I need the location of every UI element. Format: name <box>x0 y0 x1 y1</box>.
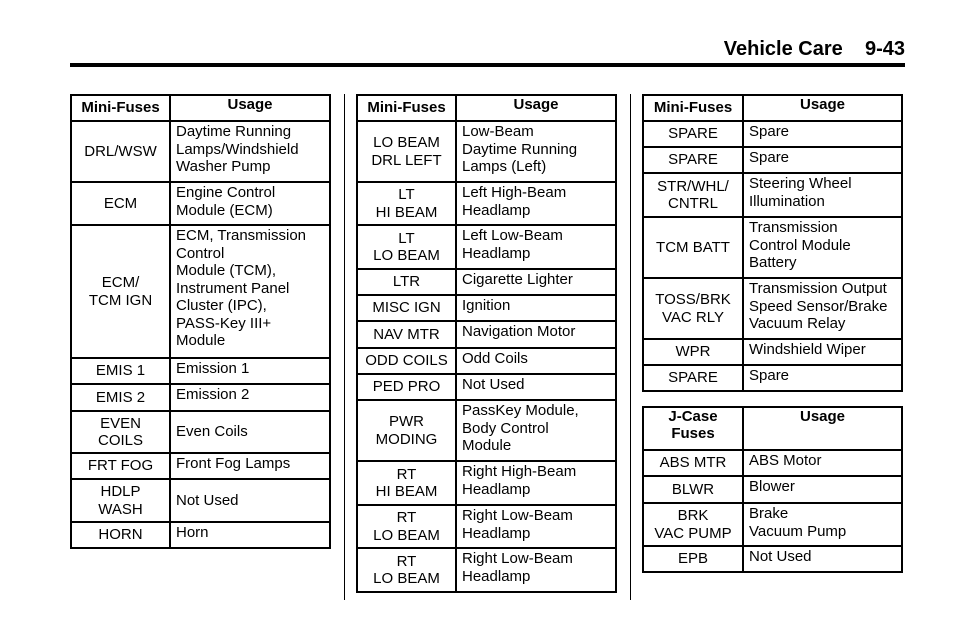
table-row <box>357 225 616 269</box>
fuse-usage: Even Coils <box>170 411 330 453</box>
fuse-name: ODD COILS <box>357 348 456 374</box>
table-row <box>643 339 902 365</box>
fuse-name: SPARE <box>643 121 743 147</box>
fuse-name: BRK VAC PUMP <box>643 503 743 546</box>
table-row <box>643 217 902 278</box>
fuse-name: EPB <box>643 546 743 572</box>
fuse-usage: ABS Motor <box>743 450 902 476</box>
table-row <box>71 411 330 453</box>
table-header-row <box>71 95 330 121</box>
table-row <box>643 476 902 503</box>
j-case-fuse-table <box>642 406 903 573</box>
fuse-name: LO BEAM DRL LEFT <box>357 121 456 182</box>
mini-fuse-table-3 <box>642 94 903 392</box>
fuse-usage: Odd Coils <box>456 348 616 374</box>
fuse-name: RT LO BEAM <box>357 505 456 548</box>
table-row <box>357 461 616 505</box>
table-row <box>357 321 616 348</box>
fuse-usage: Right High-Beam Headlamp <box>456 461 616 505</box>
fuse-usage: Brake Vacuum Pump <box>743 503 902 546</box>
fuse-name: ABS MTR <box>643 450 743 476</box>
fuse-name: RT HI BEAM <box>357 461 456 505</box>
table-row <box>357 121 616 182</box>
fuse-name: MISC IGN <box>357 295 456 321</box>
page-header-title <box>600 38 905 61</box>
fuse-name: FRT FOG <box>71 453 170 479</box>
fuse-usage: Transmission Output Speed Sensor/Brake Vacuum Relay <box>743 278 902 339</box>
table-row <box>643 147 902 173</box>
table-row <box>643 365 902 391</box>
fuse-usage: Emission 2 <box>170 384 330 411</box>
fuse-usage: PassKey Module, Body Control Module <box>456 400 616 461</box>
fuse-usage: Cigarette Lighter <box>456 269 616 295</box>
table-row <box>357 269 616 295</box>
table-row <box>71 225 330 358</box>
fuse-usage: Steering Wheel Illumination <box>743 173 902 217</box>
fuse-name: EVEN COILS <box>71 411 170 453</box>
section-title: Vehicle Care <box>723 38 843 60</box>
fuse-name: RT LO BEAM <box>357 548 456 592</box>
fuse-usage: Not Used <box>743 546 902 572</box>
fuse-name: PWR MODING <box>357 400 456 461</box>
column-header: Mini-Fuses <box>643 95 743 121</box>
table-row <box>643 173 902 217</box>
fuse-name: BLWR <box>643 476 743 503</box>
column-header: Mini-Fuses <box>71 95 170 121</box>
table-row <box>71 384 330 411</box>
fuse-name: NAV MTR <box>357 321 456 348</box>
table-row <box>71 358 330 384</box>
fuse-usage: Blower <box>743 476 902 503</box>
header-rule <box>70 63 905 67</box>
fuse-usage: Spare <box>743 147 902 173</box>
fuse-usage: Transmission Control Module Battery <box>743 217 902 278</box>
fuse-name: TCM BATT <box>643 217 743 278</box>
fuse-usage: Spare <box>743 365 902 391</box>
fuse-name: EMIS 1 <box>71 358 170 384</box>
table-row <box>357 374 616 400</box>
table-row <box>357 348 616 374</box>
table-row <box>357 295 616 321</box>
fuse-usage: Engine Control Module (ECM) <box>170 182 330 225</box>
table-row <box>357 505 616 548</box>
table-row <box>357 182 616 225</box>
fuse-usage: Left Low-Beam Headlamp <box>456 225 616 269</box>
column-header: Usage <box>743 95 902 121</box>
fuse-usage: Not Used <box>170 479 330 522</box>
fuse-usage: Navigation Motor <box>456 321 616 348</box>
table-header-row <box>357 95 616 121</box>
table-header-row <box>643 95 902 121</box>
fuse-name: SPARE <box>643 365 743 391</box>
fuse-usage: Ignition <box>456 295 616 321</box>
fuse-usage: Emission 1 <box>170 358 330 384</box>
fuse-name: HORN <box>71 522 170 548</box>
column-divider-left <box>344 94 345 600</box>
fuse-name: ECM/ TCM IGN <box>71 225 170 358</box>
table-row <box>71 182 330 225</box>
table-row <box>643 546 902 572</box>
fuse-name: DRL/WSW <box>71 121 170 182</box>
table-row <box>357 400 616 461</box>
table-row <box>71 121 330 182</box>
fuse-name: HDLP WASH <box>71 479 170 522</box>
fuse-usage: Not Used <box>456 374 616 400</box>
column-header: Usage <box>743 407 902 450</box>
table-row <box>357 548 616 592</box>
fuse-usage: Spare <box>743 121 902 147</box>
fuse-name: ECM <box>71 182 170 225</box>
column-header: Mini-Fuses <box>357 95 456 121</box>
table-row <box>643 450 902 476</box>
fuse-usage: ECM, Transmission Control Module (TCM), Instrument Panel Cluster (IPC), PASS-Key III+ Module <box>170 225 330 358</box>
fuse-name: SPARE <box>643 147 743 173</box>
fuse-name: EMIS 2 <box>71 384 170 411</box>
table-row <box>643 503 902 546</box>
table-row <box>71 522 330 548</box>
fuse-name: STR/WHL/ CNTRL <box>643 173 743 217</box>
fuse-name: LTR <box>357 269 456 295</box>
fuse-usage: Low-Beam Daytime Running Lamps (Left) <box>456 121 616 182</box>
fuse-name: TOSS/BRK VAC RLY <box>643 278 743 339</box>
table-header-row <box>643 407 902 450</box>
table-row <box>71 479 330 522</box>
fuse-name: PED PRO <box>357 374 456 400</box>
mini-fuse-table-1 <box>70 94 331 549</box>
fuse-name: LT LO BEAM <box>357 225 456 269</box>
table-row <box>643 121 902 147</box>
fuse-usage: Right Low-Beam Headlamp <box>456 548 616 592</box>
fuse-usage: Horn <box>170 522 330 548</box>
column-divider-right <box>630 94 631 600</box>
fuse-usage: Daytime Running Lamps/Windshield Washer Pump <box>170 121 330 182</box>
column-header: Usage <box>170 95 330 121</box>
table-row <box>643 278 902 339</box>
page-number: 9-43 <box>864 38 905 60</box>
fuse-name: LT HI BEAM <box>357 182 456 225</box>
fuse-usage: Left High-Beam Headlamp <box>456 182 616 225</box>
table-row <box>71 453 330 479</box>
column-header: Usage <box>456 95 616 121</box>
fuse-name: WPR <box>643 339 743 365</box>
fuse-usage: Right Low-Beam Headlamp <box>456 505 616 548</box>
mini-fuse-table-2 <box>356 94 617 593</box>
column-header: J-Case Fuses <box>643 407 743 450</box>
fuse-usage: Front Fog Lamps <box>170 453 330 479</box>
fuse-usage: Windshield Wiper <box>743 339 902 365</box>
